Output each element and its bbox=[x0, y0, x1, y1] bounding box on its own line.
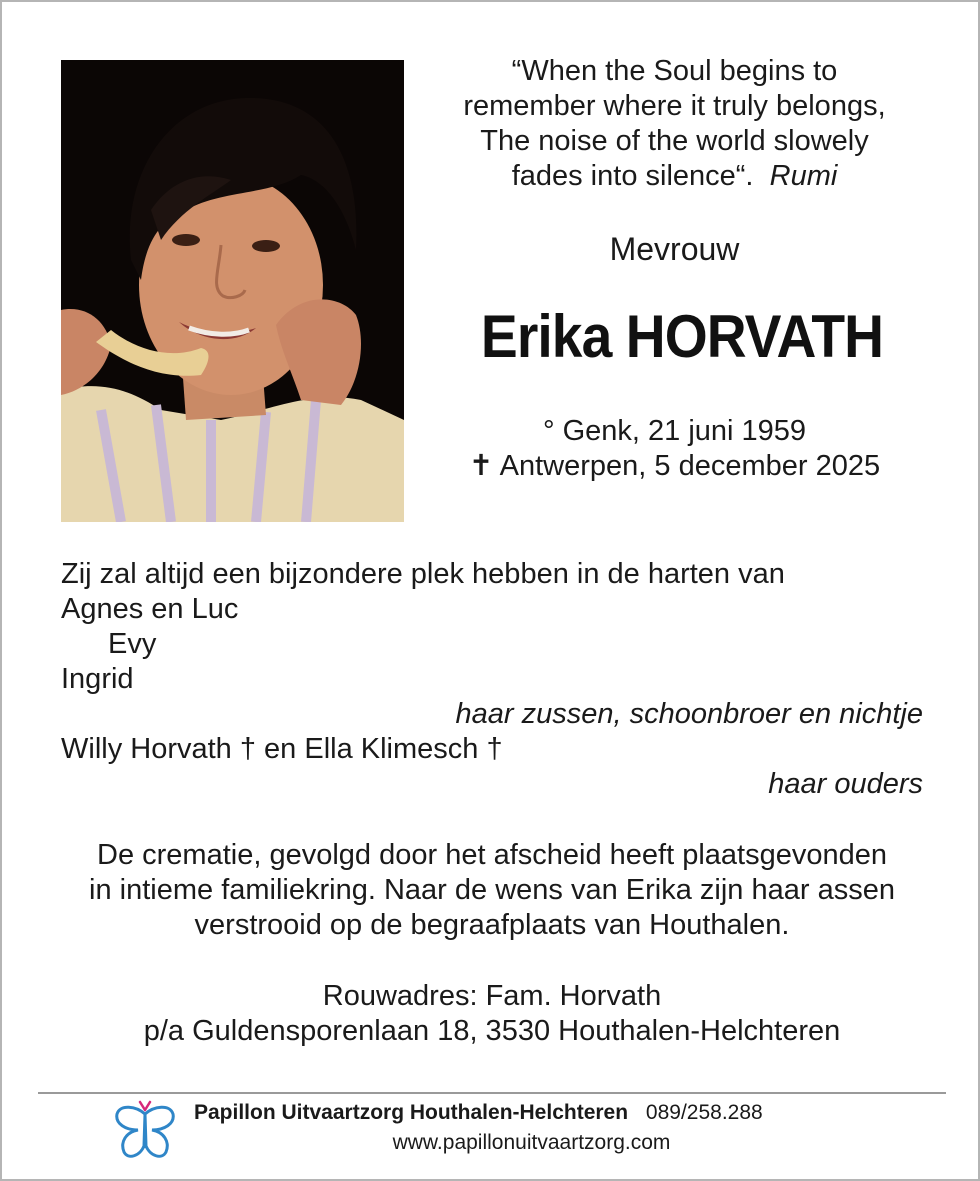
ceremony-text bbox=[42, 838, 942, 943]
address-line: Rouwadres: Fam. Horvath bbox=[322, 980, 662, 1012]
quote-block bbox=[432, 54, 917, 194]
parents-relation: haar ouders bbox=[768, 768, 923, 800]
family-member: Ingrid bbox=[61, 663, 134, 695]
ceremony-line: De crematie, gevolgd door het afscheid heeft plaatsgevonden bbox=[97, 839, 887, 871]
footer-divider bbox=[38, 1092, 946, 1094]
family-member: Agnes en Luc bbox=[61, 593, 239, 625]
quote-line-last bbox=[432, 159, 917, 194]
birth-date: ° Genk, 21 juni 1959 bbox=[542, 415, 807, 447]
quote-line: “When the Soul begins to bbox=[511, 55, 838, 87]
parents-line: Willy Horvath † en Ella Klimesch † bbox=[61, 733, 503, 765]
quote-author: Rumi bbox=[769, 160, 838, 192]
company-website: www.papillonuitvaartzorg.com bbox=[392, 1131, 671, 1154]
quote-line: The noise of the world slowely bbox=[480, 125, 869, 157]
deceased-name: Erika HORVATH bbox=[480, 303, 884, 370]
family-member: Evy bbox=[108, 628, 157, 660]
quote-text: fades into silence“. bbox=[511, 160, 754, 192]
quote-line: remember where it truly belongs, bbox=[463, 90, 886, 122]
footer-company-line bbox=[194, 1101, 894, 1125]
company-name: Papillon Uitvaartzorg Houthalen-Helchteren bbox=[194, 1101, 629, 1124]
family-block bbox=[61, 557, 923, 802]
butterfly-icon bbox=[112, 1100, 178, 1162]
death-date: ✝ Antwerpen, 5 december 2025 bbox=[468, 450, 881, 482]
title-prefix: Mevrouw bbox=[609, 231, 740, 267]
portrait-photo bbox=[61, 60, 404, 522]
family-relation: haar zussen, schoonbroer en nichtje bbox=[455, 698, 923, 730]
ceremony-line: verstrooid op de begraafplaats van Houthalen. bbox=[194, 909, 790, 941]
address-line: p/a Guldensporenlaan 18, 3530 Houthalen-Helchteren bbox=[143, 1015, 841, 1047]
ceremony-line: in intieme familiekring. Naar de wens van Erika zijn haar assen bbox=[89, 874, 895, 906]
portrait-image bbox=[61, 60, 404, 522]
mourning-address bbox=[42, 979, 942, 1049]
family-intro: Zij zal altijd een bijzondere plek hebben in de harten van bbox=[61, 558, 785, 590]
dates-block bbox=[432, 414, 917, 484]
company-phone: 089/258.288 bbox=[645, 1101, 763, 1124]
